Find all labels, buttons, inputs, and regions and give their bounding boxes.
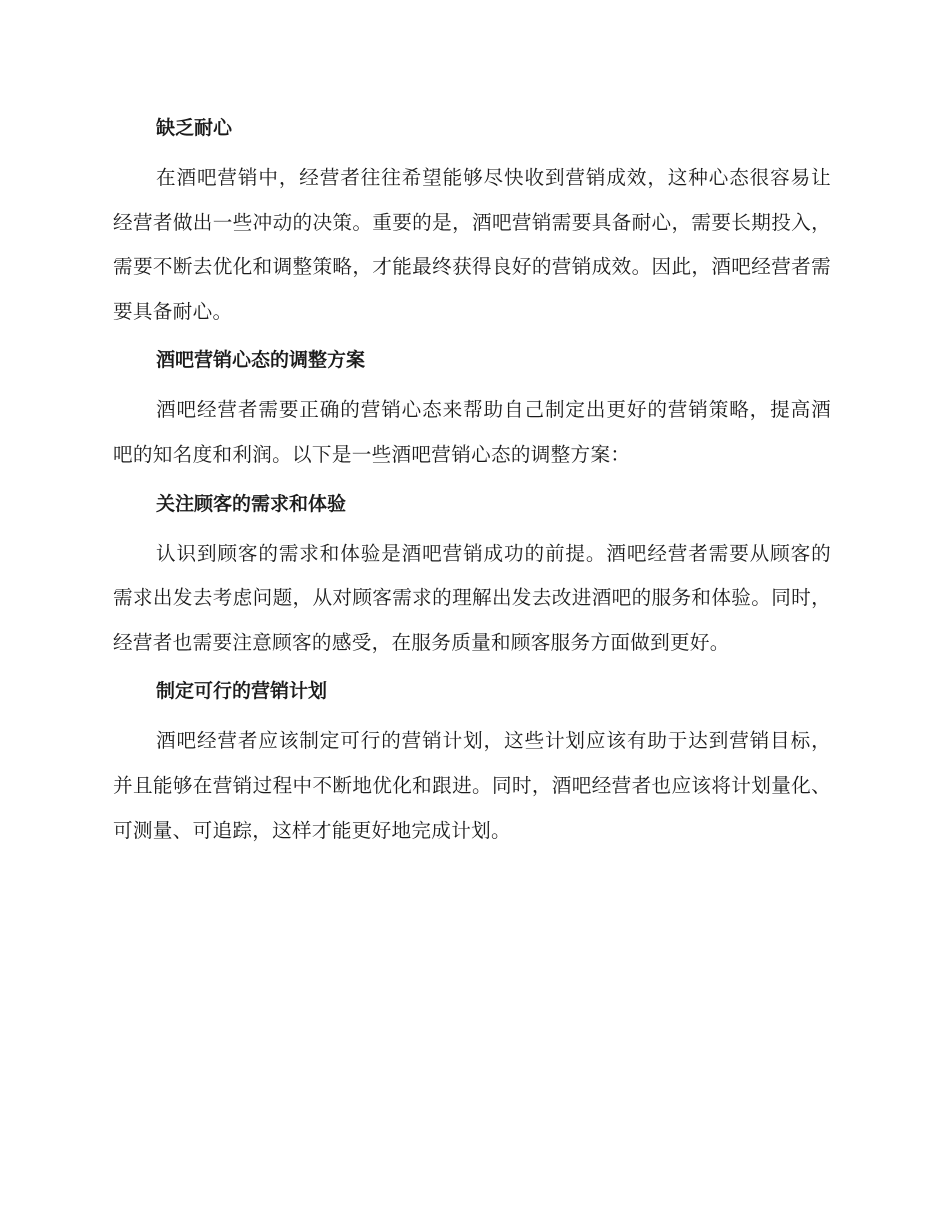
document-page [113,110,831,861]
section-marketing-plan [113,673,831,853]
section-customer-needs [113,486,831,666]
section-heading: 制定可行的营销计划 [156,680,328,703]
section-adjustment-plan [113,342,831,477]
section-paragraph: 酒吧经营者需要正确的营销心态来帮助自己制定出更好的营销策略，提高酒吧的知名度和利润。以下是一些酒吧营销心态的调整方案： [113,398,831,466]
section-impatience [113,110,831,334]
section-paragraph: 认识到顾客的需求和体验是酒吧营销成功的前提。酒吧经营者需要从顾客的需求出发去考虑问题，从对顾客需求的理解出发去改进酒吧的服务和体验。同时，经营者也需要注意顾客的感受，在服务质量和顾客服务方面做到更好。 [113,541,831,654]
section-paragraph: 在酒吧营销中，经营者往往希望能够尽快收到营销成效，这种心态很容易让经营者做出一些冲动的决策。重要的是，酒吧营销需要具备耐心，需要长期投入，需要不断去优化和调整策略，才能最终获得良好的营销成效。因此，酒吧经营者需要具备耐心。 [113,166,831,323]
section-heading: 缺乏耐心 [156,117,233,139]
section-heading: 关注顾客的需求和体验 [156,492,347,515]
section-paragraph: 酒吧经营者应该制定可行的营销计划，这些计划应该有助于达到营销目标，并且能够在营销过程中不断地优化和跟进。同时，酒吧经营者也应该将计划量化、可测量、可追踪，这样才能更好地完成计划。 [113,729,831,842]
section-heading: 酒吧营销心态的调整方案 [156,349,366,372]
